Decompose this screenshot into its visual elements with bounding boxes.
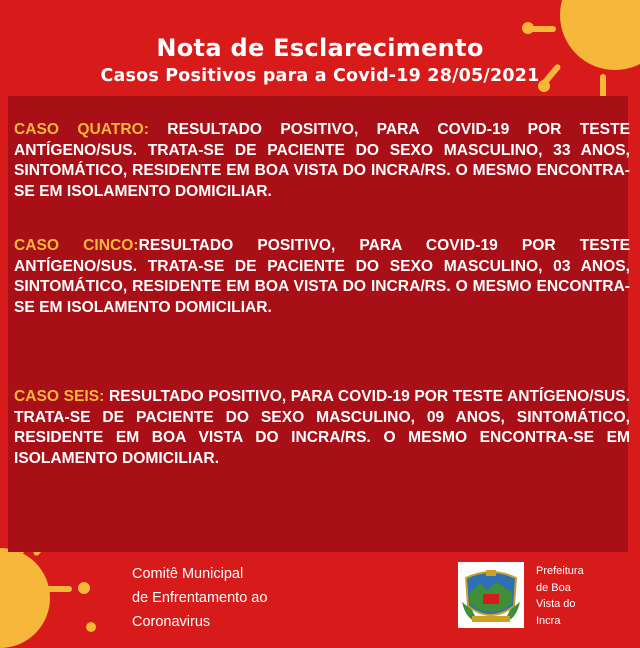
case-five [14,236,630,318]
case-text: RESULTADO POSITIVO, PARA COVID-19 POR TESTE ANTÍGENO/SUS. TRATA-SE DE PACIENTE DO SEXO MASCULINO, 33 ANOS, SINTOMÁTICO, RESIDENTE EM BOA VISTA DO INCRA/RS. O MESMO ENCONTRA-SE EM ISOLAMENTO DOMICILIAR. [14,121,630,200]
case-text: RESULTADO POSITIVO, PARA COVID-19 POR TESTE ANTÍGENO/SUS. TRATA-SE DE PACIENTE DO SEXO MASCULINO, 09 ANOS, SINTOMÁTICO, RESIDENTE EM BOA VISTA DO INCRA/RS. O MESMO ENCONTRA-SE EM ISOLAMENTO DOMICILIAR. [14,388,631,467]
prefeitura-line: de Boa [536,581,571,594]
case-label: CASO CINCO: [14,237,139,254]
prefeitura-line: Incra [536,614,561,627]
municipal-seal-icon [458,562,524,628]
case-label: CASO QUATRO: [14,121,149,138]
prefeitura-name [536,563,584,629]
prefeitura-line: Prefeitura [536,565,584,577]
committee-line: Comitê Municipal [132,566,244,582]
page-title: Nota de Esclarecimento [156,34,484,62]
case-text: RESULTADO POSITIVO, PARA COVID-19 POR TESTE ANTÍGENO/SUS. TRATA-SE DE PACIENTE DO SEXO MASCULINO, 03 ANOS, SINTOMÁTICO, RESIDENTE EM BOA VISTA DO INCRA/RS. O MESMO ENCONTRA-SE EM ISOLAMENTO DOMICILIAR. [14,237,630,316]
prefeitura-line: Vista do [536,598,576,610]
case-label: CASO SEIS: [14,388,105,405]
committee-line: Coronavirus [132,614,211,630]
committee-name [132,562,267,634]
committee-line: de Enfrentamento ao [132,590,268,606]
page-subtitle: Casos Positivos para a Covid-19 28/05/2021 [100,66,540,86]
case-four [14,120,630,202]
case-six [14,387,630,469]
